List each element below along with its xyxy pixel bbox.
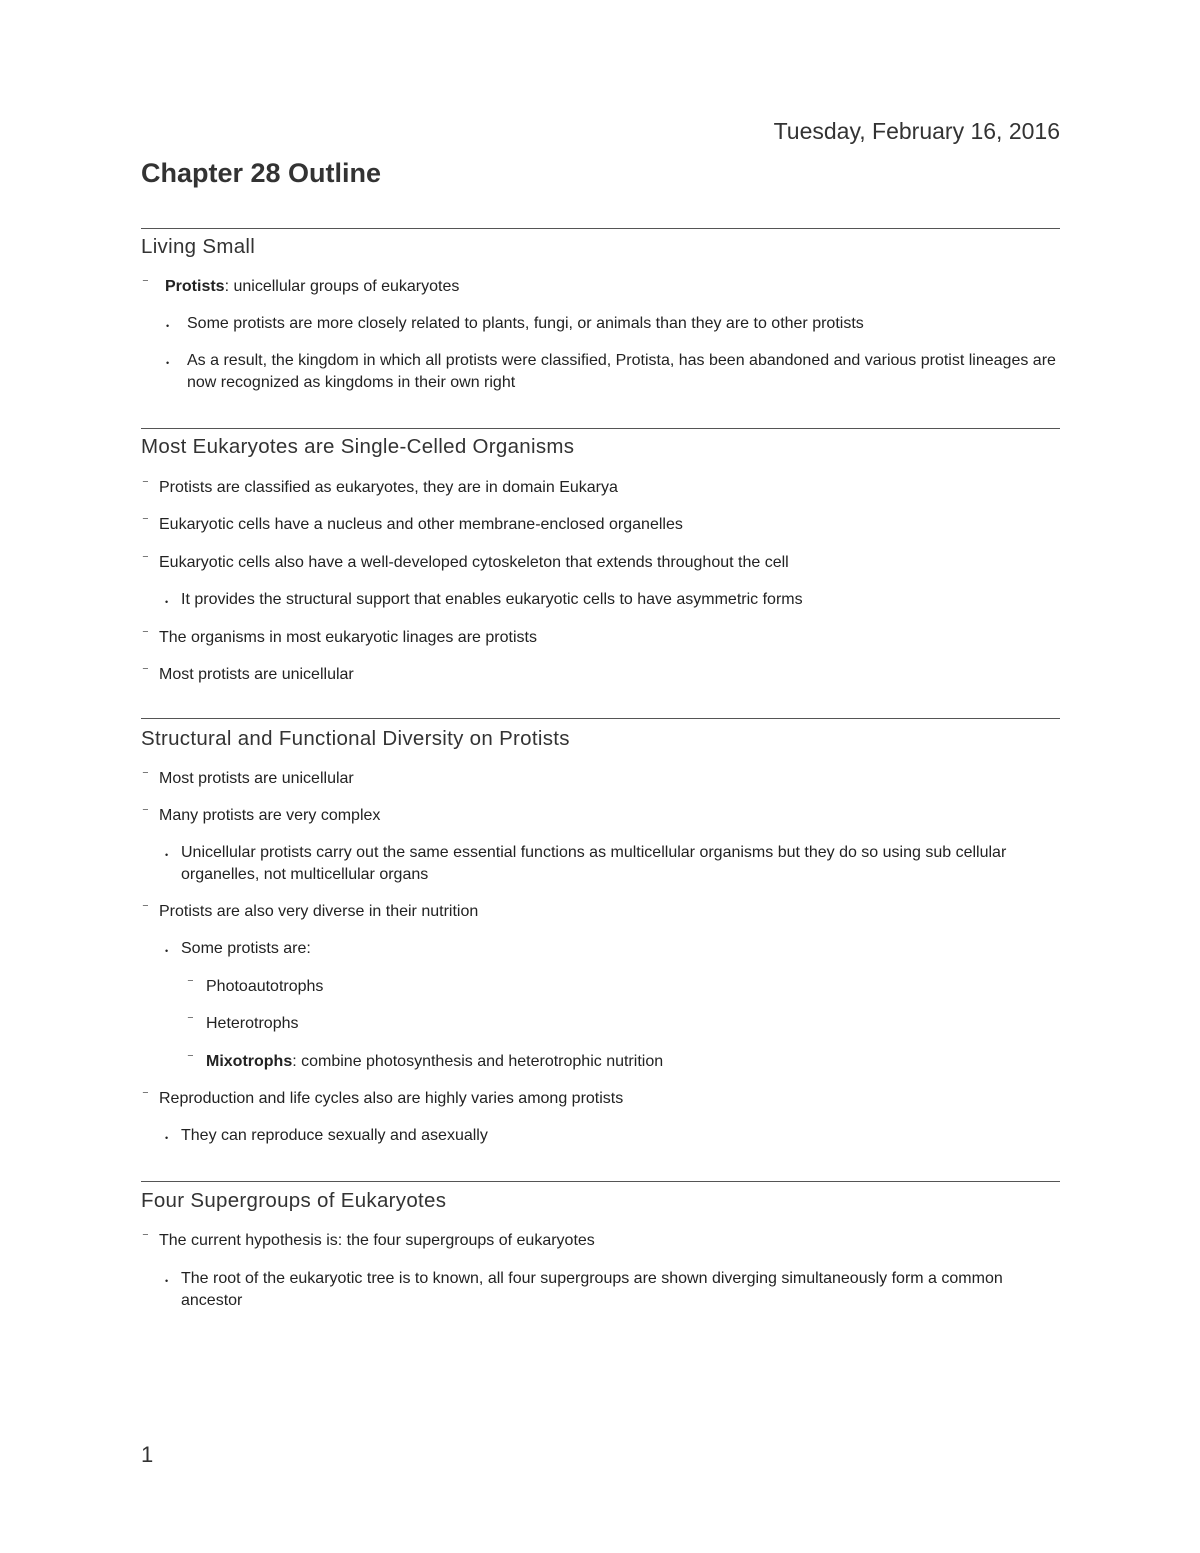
section-heading: Living Small	[141, 235, 256, 258]
item-text: Reproduction and life cycles also are highly varies among protists	[159, 1090, 624, 1107]
dash-marker: ⁻	[142, 626, 149, 641]
list-item	[142, 1229, 1049, 1252]
item-text: Protists are also very diverse in their nutrition	[159, 903, 479, 920]
section-heading: Most Eukaryotes are Single-Celled Organisms	[141, 435, 575, 458]
dash-marker: ⁻	[187, 975, 194, 990]
bullet-marker: •	[165, 1133, 169, 1143]
list-item	[142, 1087, 1049, 1110]
list-item	[166, 350, 1057, 394]
dash-marker: ⁻	[187, 1012, 194, 1027]
dash-marker: ⁻	[142, 900, 149, 915]
item-text: Eukaryotic cells have a nucleus and other membrane-enclosed organelles	[159, 516, 683, 533]
item-text: The organisms in most eukaryotic linages are protists	[159, 629, 537, 646]
item-text: : combine photosynthesis and heterotrophic nutrition	[292, 1053, 664, 1070]
dash-marker: ⁻	[142, 1087, 149, 1102]
term-bold: Mixotrophs	[206, 1053, 293, 1070]
date-line: Tuesday, February 16, 2016	[773, 118, 1060, 144]
item-text: The root of the eukaryotic tree is to known, all four supergroups are shown diverging simultaneously form a common ancestor	[181, 1270, 1003, 1309]
bullet-marker: •	[166, 358, 170, 368]
list-item	[142, 513, 1049, 536]
item-text: Unicellular protists carry out the same essential functions as multicellular organisms but they do so using sub cellular organelles, not multicellular organs	[181, 844, 1007, 883]
item-text: Protists are classified as eukaryotes, they are in domain Eukarya	[159, 479, 618, 496]
page-number: 1	[141, 1442, 154, 1467]
section-divider	[141, 1181, 1060, 1182]
item-text: Photoautotrophs	[206, 978, 324, 995]
bullet-marker: •	[165, 597, 169, 607]
section-heading: Four Supergroups of Eukaryotes	[141, 1189, 447, 1212]
list-item	[142, 551, 1049, 574]
item-text: Some protists are:	[181, 940, 311, 957]
list-item	[142, 804, 1049, 827]
dash-marker: ⁻	[142, 767, 149, 782]
list-item	[165, 589, 1051, 611]
item-text: Most protists are unicellular	[159, 666, 354, 683]
dash-marker: ⁻	[142, 476, 149, 491]
list-item	[165, 842, 1051, 886]
list-item	[187, 975, 1046, 998]
item-text: Eukaryotic cells also have a well-developed cytoskeleton that extends throughout the cell	[159, 554, 789, 571]
list-item	[165, 1125, 1051, 1147]
bullet-marker: •	[165, 850, 169, 860]
list-item	[142, 767, 1049, 790]
item-text: : unicellular groups of eukaryotes	[224, 278, 460, 295]
item-text: Most protists are unicellular	[159, 770, 354, 787]
bullet-marker: •	[165, 1276, 169, 1286]
item-text: It provides the structural support that enables eukaryotic cells to have asymmetric forms	[181, 591, 803, 608]
page-title: Chapter 28 Outline	[141, 158, 382, 188]
list-item	[142, 626, 1049, 649]
term-bold: Protists	[165, 278, 225, 295]
list-item	[142, 663, 1049, 686]
dash-marker: ⁻	[142, 663, 149, 678]
dash-marker: ⁻	[142, 804, 149, 819]
dash-marker: ⁻	[142, 551, 149, 566]
list-item	[142, 900, 1049, 923]
list-item	[165, 1268, 1041, 1312]
item-text: Heterotrophs	[206, 1015, 299, 1032]
list-item	[187, 1012, 1046, 1035]
dash-marker: ⁻	[187, 1050, 194, 1065]
list-item	[165, 938, 1051, 960]
section-divider	[141, 228, 1060, 229]
section-heading: Structural and Functional Diversity on Protists	[141, 727, 570, 750]
list-item	[142, 275, 1045, 298]
bullet-marker: •	[165, 946, 169, 956]
dash-marker: ⁻	[142, 1229, 149, 1244]
item-text: They can reproduce sexually and asexually	[181, 1127, 488, 1144]
dash-marker: ⁻	[142, 275, 149, 290]
list-item	[187, 1050, 1046, 1073]
section-divider	[141, 718, 1060, 719]
item-text: Some protists are more closely related to plants, fungi, or animals than they are to other protists	[187, 315, 864, 332]
list-item	[166, 313, 1057, 335]
bullet-marker: •	[166, 321, 170, 331]
item-text: As a result, the kingdom in which all protists were classified, Protista, has been abandoned and various protist lineages are now recognized as kingdoms in their own right	[187, 352, 1056, 391]
list-item	[142, 476, 1049, 499]
dash-marker: ⁻	[142, 513, 149, 528]
item-text: The current hypothesis is: the four supergroups of eukaryotes	[159, 1232, 595, 1249]
section-divider	[141, 428, 1060, 429]
item-text: Many protists are very complex	[159, 807, 381, 824]
